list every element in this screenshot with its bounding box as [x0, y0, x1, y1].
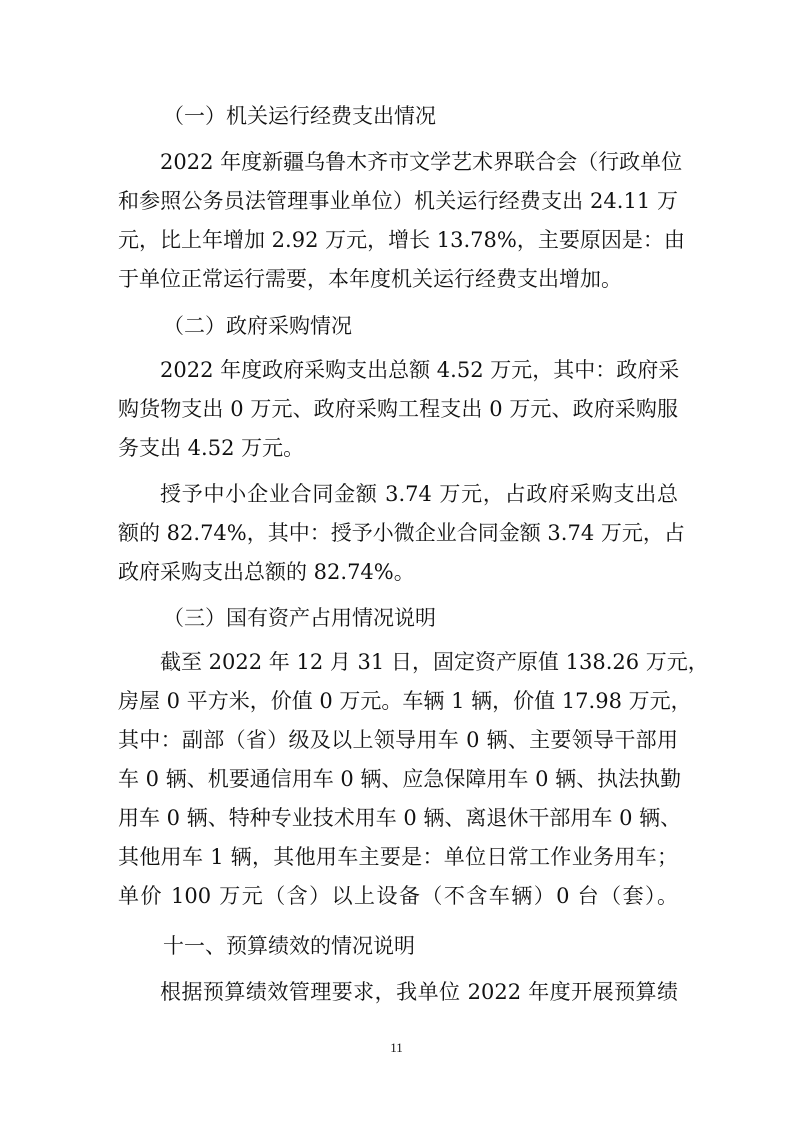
paragraph-line: 政府采购支出总额的 82.74%。 — [118, 560, 415, 584]
section-heading-operating-expense: （一）机关运行经费支出情况 — [163, 104, 436, 128]
section-heading-assets: （三）国有资产占用情况说明 — [163, 606, 436, 630]
paragraph-line: 于单位正常运行需要，本年度机关运行经费支出增加。 — [118, 267, 622, 291]
paragraph-line: 车 0 辆、机要通信用车 0 辆、应急保障用车 0 辆、执法执勤 — [118, 767, 682, 791]
paragraph-line: 用车 0 辆、特种专业技术用车 0 辆、离退休干部用车 0 辆、 — [118, 806, 682, 830]
page-number: 11 — [390, 1040, 403, 1055]
paragraph-line: 授予中小企业合同金额 3.74 万元，占政府采购支出总 — [160, 482, 678, 506]
paragraph-line: 购货物支出 0 万元、政府采购工程支出 0 万元、政府采购服 — [118, 397, 678, 421]
paragraph-line: 2022 年度政府采购支出总额 4.52 万元，其中：政府采 — [160, 358, 680, 382]
paragraph-line: 单价 100 万元（含）以上设备（不含车辆）0 台（套）。 — [118, 884, 678, 908]
paragraph-line: 务支出 4.52 万元。 — [118, 436, 305, 460]
paragraph-line: 根据预算绩效管理要求，我单位 2022 年度开展预算绩 — [160, 980, 678, 1004]
paragraph-line: 房屋 0 平方米，价值 0 万元。车辆 1 辆，价值 17.98 万元， — [118, 689, 692, 713]
paragraph-line: 其中：副部（省）级及以上领导用车 0 辆、主要领导干部用 — [118, 728, 678, 752]
paragraph-line: 截至 2022 年 12 月 31 日，固定资产原值 138.26 万元， — [160, 650, 709, 674]
paragraph-line: 元，比上年增加 2.92 万元，增长 13.78%，主要原因是：由 — [118, 228, 685, 252]
section-heading-procurement: （二）政府采购情况 — [163, 314, 352, 338]
paragraph-line: 其他用车 1 辆，其他用车主要是：单位日常工作业务用车； — [118, 845, 678, 869]
paragraph-line: 额的 82.74%，其中：授予小微企业合同金额 3.74 万元，占 — [118, 521, 685, 545]
section-heading-performance: 十一、预算绩效的情况说明 — [163, 934, 415, 958]
paragraph-line: 2022 年度新疆乌鲁木齐市文学艺术界联合会（行政单位 — [160, 150, 683, 174]
paragraph-line: 和参照公务员法管理事业单位）机关运行经费支出 24.11 万 — [118, 189, 678, 213]
